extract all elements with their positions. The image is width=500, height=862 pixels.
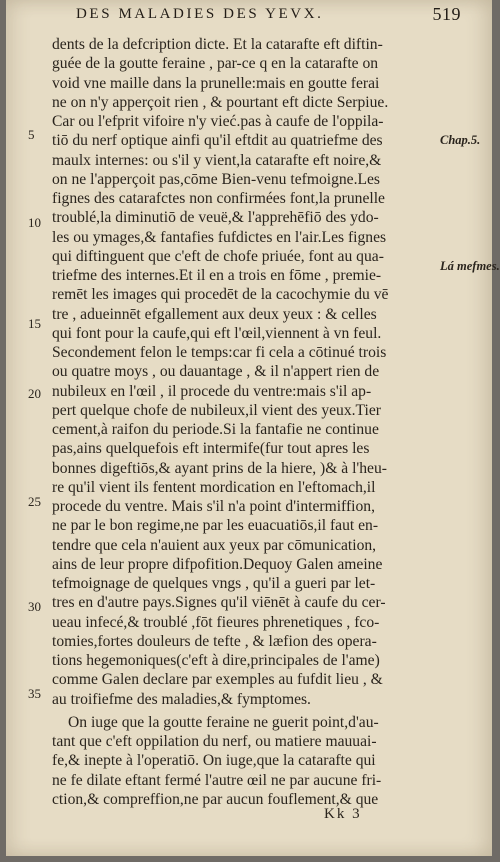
text-line: cement,à raifon du periode.Si la fantafie ne continue <box>52 421 379 438</box>
text-line: procede du ventre. Mais s'il n'a point d'intermiffion, <box>52 498 375 515</box>
text-line: tions hegemoniques(c'eft à dire,principales de l'ame) <box>52 652 380 669</box>
text-line: ne fe dilate eftant fermé l'autre œil ne par aucune fri- <box>52 771 382 789</box>
text-line: remēt les images qui procedēt de la cacochymie du vē <box>52 286 389 304</box>
text-line: On iuge que la goutte feraine ne guerit point,d'au- <box>68 713 379 731</box>
text-line: tendre que cela n'auient aux yeux par cōmunication, <box>52 536 377 554</box>
text-line: pert quelque chofe de nubileux,il vient des yeux.Tier <box>52 401 381 419</box>
running-header <box>76 4 461 30</box>
text-line: re qu'il vient ils fentent mordication en l'eftomach,il <box>52 478 376 496</box>
text-line: tre , adueinnēt efgallement aux deux yeux : & celles <box>52 305 377 323</box>
text-line: Car ou l'efprit vifoire n'y vieć.pas à caufe de l'oppila- <box>52 113 384 130</box>
text-line: void vne maille dans la prunelle:mais en goutte ferai <box>52 74 380 92</box>
line-number: 25 <box>28 494 41 509</box>
text-line: fe,& inepte à l'operatiō. On iuge,que la catarafte qui <box>52 752 376 770</box>
text-line: ne on n'y apperçoit rien , & pourtant eft dicte Serpiue. <box>52 93 389 111</box>
page-number: 519 <box>432 4 461 24</box>
text-line: bonnes digeftiōs,& ayant prins de la hiere, )& à l'heu- <box>52 459 387 477</box>
text-line: dents de la defcription dicte. Et la catarafte eft diftin- <box>52 36 383 53</box>
line-number: 20 <box>28 386 41 401</box>
text-line: qui diftinguent que c'eft de chofe priuée, font au qua- <box>52 247 384 265</box>
text-line: nubileux en l'œil , il procede du ventre:mais s'il ap- <box>52 382 372 400</box>
header-title: DES MALADIES DES YEVX. <box>76 6 324 22</box>
margin-note: Chap.5. <box>440 133 481 147</box>
line-number: 10 <box>28 215 41 230</box>
text-line: tomies,fortes douleurs de tefte , & læfion des opera- <box>52 632 377 650</box>
text-line: fignes des catarafctes non confirmées font,la prunelle <box>52 190 385 207</box>
text-line: qui font pour la caufe,qui eft l'œil,viennent à vn feul. <box>52 324 382 342</box>
text-line: troublé,la diminutiō de veuë,& l'apprehēfiō des ydo- <box>52 209 379 227</box>
text-line: ains de leur propre difpofition.Dequoy Galen ameine <box>52 555 383 573</box>
text-line: ne par le bon regime,ne par les euacuatiōs,il faut en- <box>52 517 379 535</box>
line-number: 15 <box>28 316 41 331</box>
text-line: guée de la goutte feraine , par-ce q en la catarafte on <box>52 55 379 73</box>
text-line: au troifiefme des maladies,& fymptomes. <box>52 690 311 708</box>
text-line: tiō du nerf optique ainfi qu'il eftdit au quatriefme des <box>52 132 383 150</box>
text-line: triefme des internes.Et il en a trois en fōme , premie- <box>52 267 382 284</box>
signature-mark: Kk 3 <box>324 806 362 822</box>
text-line: tefmoignage de quelques vngs , qu'il a gueri par let- <box>52 575 376 592</box>
text-line: maulx internes: ou s'il y vient,la catarafte eft noire,& <box>52 151 382 169</box>
text-line: tant que c'eft oppilation du nerf, ou matiere mauuai- <box>52 733 377 750</box>
text-line: les ou ymages,& fantafies fufdictes en l'air.Les fignes <box>52 228 387 246</box>
line-number: 30 <box>28 599 41 614</box>
text-line: tres en d'autre pays.Signes qu'il viēnēt à caufe du cer- <box>52 594 386 612</box>
line-number: 5 <box>28 127 35 142</box>
text-line: comme Galen declare par exemples au fufdit lieu , & <box>52 671 383 689</box>
text-line: pas,ains quelquefois eft intermife(fur tout apres les <box>52 440 370 458</box>
margin-note: Lá mefmes. <box>440 259 500 273</box>
book-page <box>6 0 500 856</box>
text-line: ueau infecé,& troublé ,fōt fieures phrenetiques , fco- <box>52 613 380 631</box>
text-line: ction,& compreffion,ne par aucun fouflement,& que <box>52 790 379 808</box>
line-number: 35 <box>28 686 41 701</box>
text-line: ou quatre moys , ou dauantage , & il n'appert rien de <box>52 363 380 381</box>
text-line: Secondement felon le temps:car fi cela a cōtinué trois <box>52 344 387 361</box>
text-line: on ne l'apperçoit pas,cōme Bien-venu tefmoigne.Les <box>52 170 381 188</box>
